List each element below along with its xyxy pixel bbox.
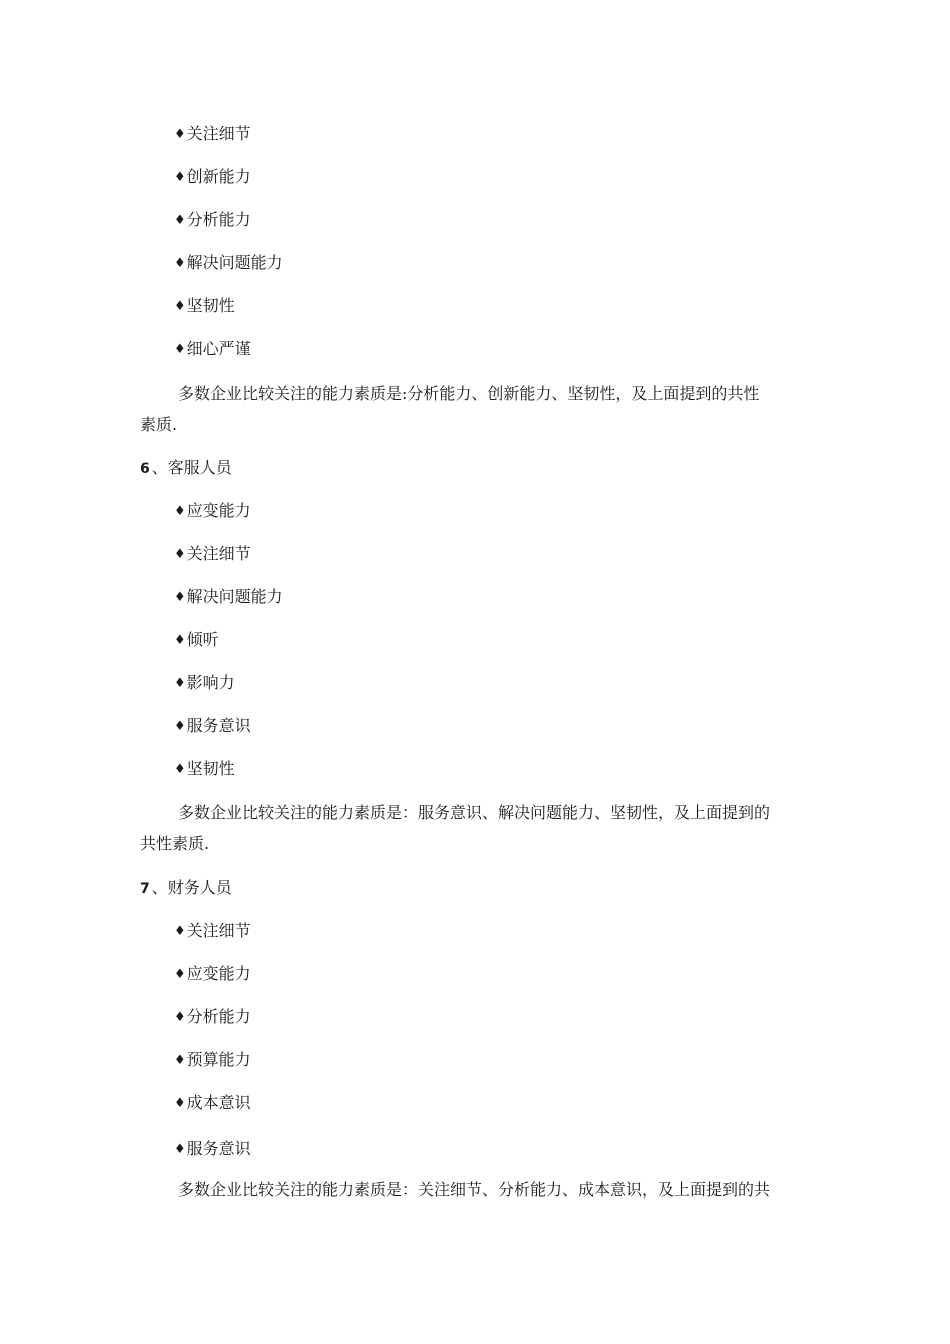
diamond-bullet-icon: ♦ [174, 676, 186, 691]
diamond-bullet-icon: ♦ [174, 342, 186, 357]
section-title: 、客服人员 [151, 458, 232, 477]
section-title: 、财务人员 [151, 878, 232, 897]
list-item [174, 921, 251, 942]
diamond-bullet-icon: ♦ [174, 547, 186, 562]
list-item [174, 964, 251, 985]
diamond-bullet-icon: ♦ [174, 1010, 186, 1025]
list-item [174, 1139, 251, 1160]
list-item [174, 339, 251, 360]
diamond-bullet-icon: ♦ [174, 127, 186, 142]
section-heading [140, 878, 232, 899]
section-number: 7 [140, 881, 150, 897]
list-item [174, 501, 251, 522]
list-item-text: 分析能力 [186, 1007, 251, 1026]
diamond-bullet-icon: ♦ [174, 633, 186, 648]
diamond-bullet-icon: ♦ [174, 170, 186, 185]
diamond-bullet-icon: ♦ [174, 1096, 186, 1111]
diamond-bullet-icon: ♦ [174, 762, 186, 777]
list-item [174, 673, 235, 694]
diamond-bullet-icon: ♦ [174, 299, 186, 314]
section-number: 6 [140, 461, 150, 477]
diamond-bullet-icon: ♦ [174, 213, 186, 228]
list-item-text: 成本意识 [186, 1093, 251, 1112]
list-item [174, 210, 251, 231]
summary-paragraph-line: 多数企业比较关注的能力素质是:分析能力、创新能力、坚韧性，及上面提到的共性 [178, 384, 760, 403]
list-item-text: 预算能力 [186, 1050, 251, 1069]
diamond-bullet-icon: ♦ [174, 1142, 186, 1157]
list-item [174, 124, 251, 145]
list-item [174, 587, 283, 608]
list-item-text: 解决问题能力 [186, 253, 283, 272]
list-item-text: 服务意识 [186, 1139, 251, 1158]
list-item-text: 服务意识 [186, 716, 251, 735]
list-item-text: 关注细节 [186, 544, 251, 563]
summary-paragraph-line: 共性素质. [140, 834, 210, 853]
diamond-bullet-icon: ♦ [174, 924, 186, 939]
list-item-text: 影响力 [186, 673, 235, 692]
list-item-text: 坚韧性 [186, 759, 235, 778]
list-item-text: 关注细节 [186, 921, 251, 940]
list-item-text: 应变能力 [186, 964, 251, 983]
list-item [174, 716, 251, 737]
list-item-text: 细心严谨 [186, 339, 251, 358]
diamond-bullet-icon: ♦ [174, 256, 186, 271]
list-item-text: 应变能力 [186, 501, 251, 520]
list-item [174, 253, 283, 274]
summary-paragraph-line: 多数企业比较关注的能力素质是：服务意识、解决问题能力、坚韧性，及上面提到的 [178, 803, 771, 822]
list-item [174, 296, 235, 317]
diamond-bullet-icon: ♦ [174, 590, 186, 605]
summary-paragraph-line: 素质. [140, 415, 178, 434]
diamond-bullet-icon: ♦ [174, 719, 186, 734]
list-item-text: 坚韧性 [186, 296, 235, 315]
section-heading [140, 458, 232, 479]
list-item-text: 倾听 [186, 630, 219, 649]
list-item-text: 分析能力 [186, 210, 251, 229]
list-item-text: 创新能力 [186, 167, 251, 186]
list-item [174, 630, 219, 651]
list-item [174, 167, 251, 188]
summary-paragraph-line: 多数企业比较关注的能力素质是：关注细节、分析能力、成本意识，及上面提到的共 [178, 1180, 771, 1199]
list-item [174, 544, 251, 565]
list-item [174, 1050, 251, 1071]
diamond-bullet-icon: ♦ [174, 1053, 186, 1068]
list-item [174, 759, 235, 780]
diamond-bullet-icon: ♦ [174, 967, 186, 982]
list-item-text: 关注细节 [186, 124, 251, 143]
list-item-text: 解决问题能力 [186, 587, 283, 606]
list-item [174, 1007, 251, 1028]
diamond-bullet-icon: ♦ [174, 504, 186, 519]
list-item [174, 1093, 251, 1114]
